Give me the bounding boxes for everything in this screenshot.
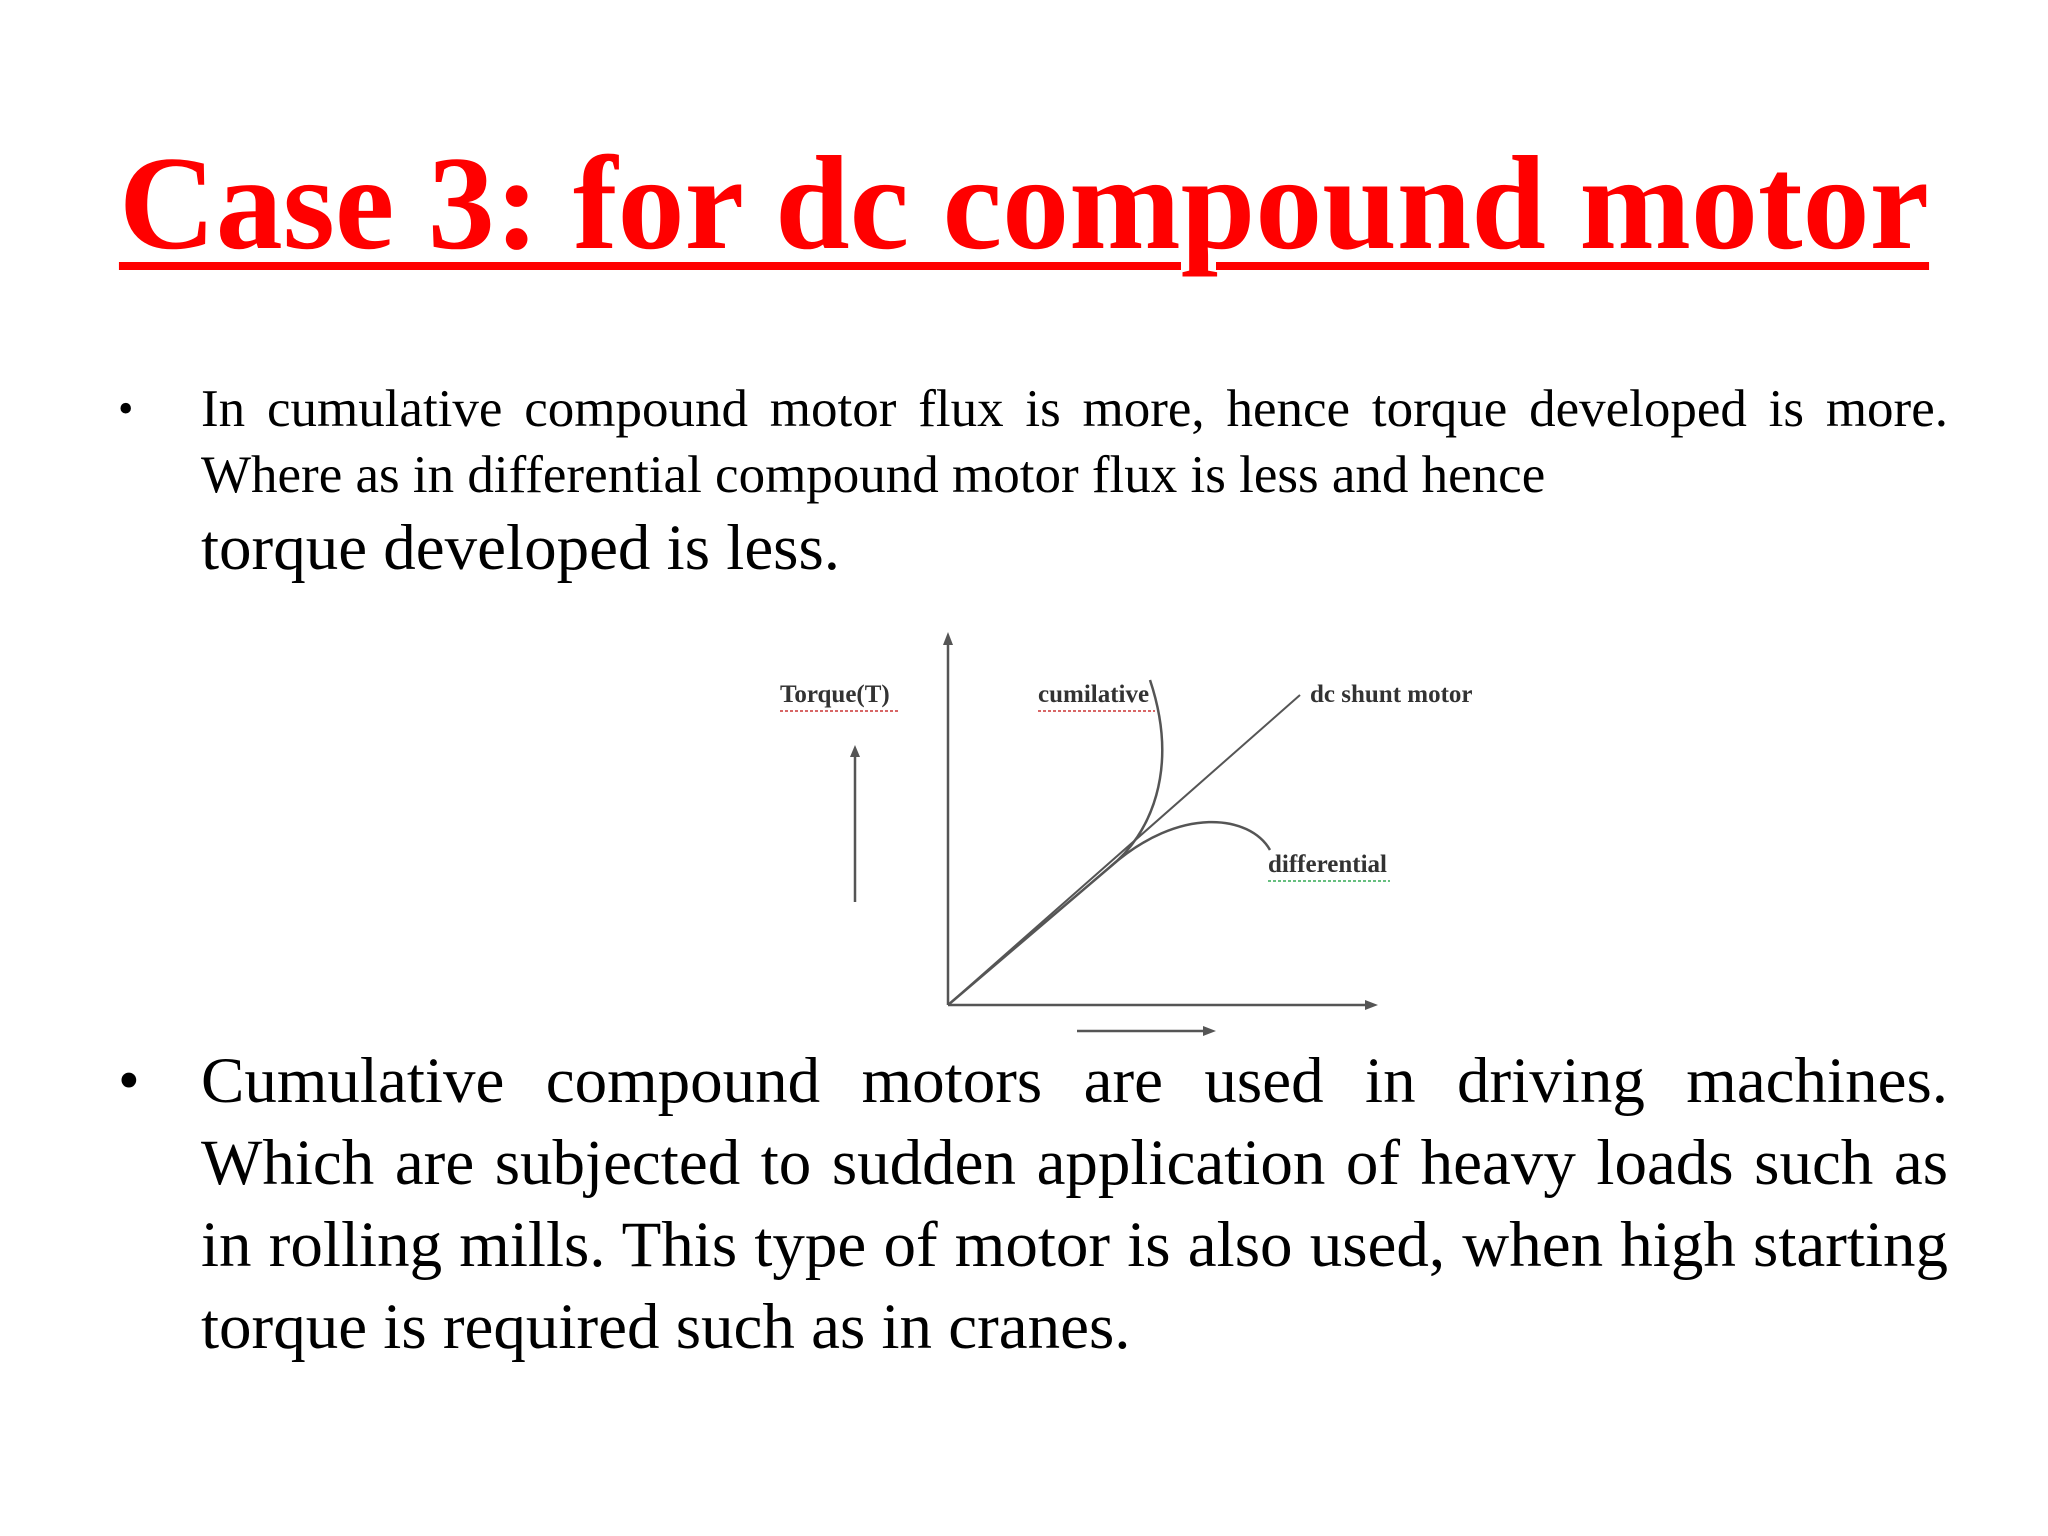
torque-diagram-svg (780, 620, 1520, 1040)
torque-direction-arrow-head (850, 745, 860, 757)
torque-characteristic-diagram (780, 620, 1520, 1040)
slide-title (0, 128, 2048, 278)
bullet-symbol: • (118, 384, 134, 433)
differential-curve (1110, 822, 1270, 867)
x-axis-arrow-head (1365, 1000, 1378, 1010)
y-axis-label: Torque(T) (780, 681, 890, 708)
bullet-text (201, 376, 1948, 588)
cumulative-curve (948, 680, 1162, 1005)
cumulative-label: cumilative (1038, 681, 1150, 708)
bullet-symbol: • (118, 1047, 140, 1115)
bullet-text: Cumulative compound motors are used in driving machines. Which are subjected to sudden application of heavy loads such as in rolling mills. This type of motor is also used, when high starting torque is required such as in cranes. (201, 1045, 1948, 1363)
bullet-text-tail: torque developed is less. (201, 512, 841, 584)
bullet-text-main: In cumulative compound motor flux is more, hence torque developed is more. Where as in differential compound motor flux is less and hence (201, 380, 1948, 504)
bullet-item-2 (118, 1040, 1948, 1368)
slide-title-text: Case 3: for dc compound motor (118, 129, 1930, 277)
y-axis-arrow-head (943, 632, 953, 645)
bullet-item-1 (118, 376, 1948, 588)
differential-label: differential (1268, 851, 1387, 878)
current-direction-arrow-head (1203, 1026, 1216, 1036)
shunt-label: dc shunt motor (1310, 681, 1473, 708)
